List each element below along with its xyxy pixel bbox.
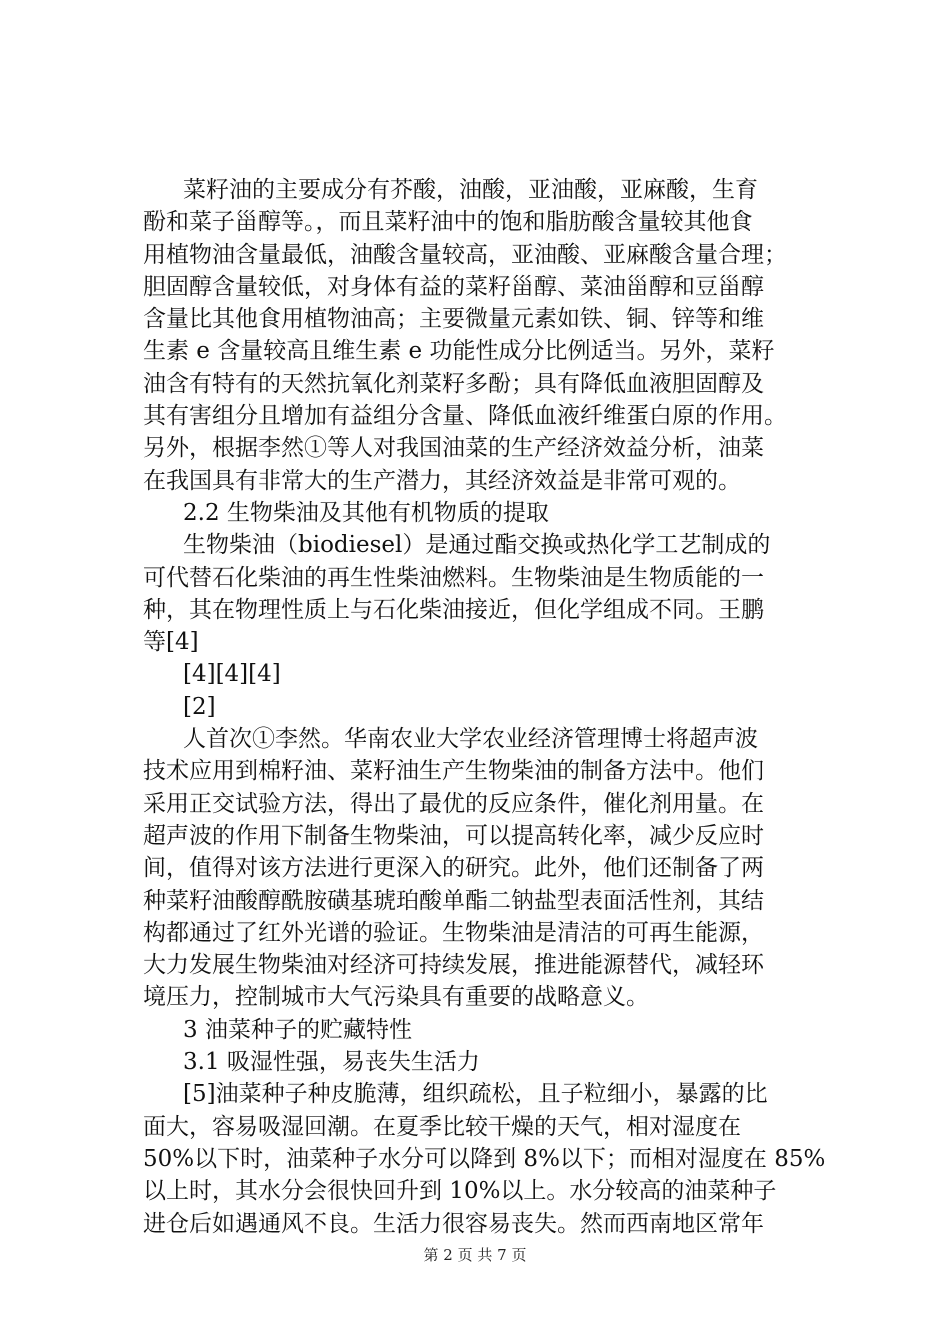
section-heading: 3.1 吸湿性强，易丧失生活力 [183,1049,480,1076]
text-line: 可代替石化柴油的再生性柴油燃料。生物柴油是生物质能的一 [143,564,764,591]
text-line: 等[4] [143,629,199,656]
text-line: 人首次①李然。华南农业大学农业经济管理博士将超声波 [183,726,758,753]
text-line: 生素 e 含量较高且维生素 e 功能性成分比例适当。另外，菜籽 [143,338,775,365]
text-line: 在我国具有非常大的生产潜力，其经济效益是非常可观的。 [143,467,741,494]
text-line: 菜籽油的主要成分有芥酸，油酸，亚油酸，亚麻酸，生育 [183,177,758,203]
text-line: 另外，根据李然①等人对我国油菜的生产经济效益分析，油菜 [143,435,764,462]
text-line: 采用正交试验方法，得出了最优的反应条件，催化剂用量。在 [143,790,764,817]
document-body [143,174,833,1240]
text-line: 胆固醇含量较低，对身体有益的菜籽甾醇、菜油甾醇和豆甾醇 [143,273,764,300]
text-line: 超声波的作用下制备生物柴油，可以提高转化率，减少反应时 [143,822,764,849]
text-line: 酚和菜子甾醇等。，而且菜籽油中的饱和脂肪酸含量较其他食 [143,209,753,236]
text-line: 以上时，其水分会很快回升到 10%以上。水分较高的油菜种子 [143,1178,777,1205]
text-line: [5]油菜种子种皮脆薄，组织疏松，且子粒细小，暴露的比 [183,1081,768,1108]
text-line: 其有害组分且增加有益组分含量、降低血液纤维蛋白原的作用。 [143,403,787,430]
text-line: 种，其在物理性质上与石化柴油接近，但化学组成不同。王鹏 [143,596,764,623]
citation-line: [4][4][4] [183,661,281,688]
section-heading: 3 油菜种子的贮藏特性 [183,1016,412,1043]
text-line: 种菜籽油酸醇酰胺磺基琥珀酸单酯二钠盐型表面活性剂，其结 [143,887,764,914]
section-heading: 2.2 生物柴油及其他有机物质的提取 [183,499,549,526]
text-line: 构都通过了红外光谱的验证。生物柴油是清洁的可再生能源， [143,919,764,946]
text-line: 境压力，控制城市大气污染具有重要的战略意义。 [143,984,649,1011]
text-line: 用植物油含量最低，油酸含量较高，亚油酸、亚麻酸含量合理； [143,241,787,268]
text-line: 50%以下时，油菜种子水分可以降到 8%以下；而相对湿度在 85% [143,1145,826,1172]
text-line: 大力发展生物柴油对经济可持续发展，推进能源替代，减轻环 [143,952,764,979]
text-line: 面大，容易吸湿回潮。在夏季比较干燥的天气，相对湿度在 [143,1113,741,1140]
citation-line: [2] [183,693,216,720]
text-line: 技术应用到棉籽油、菜籽油生产生物柴油的制备方法中。他们 [143,758,764,785]
page-footer: 第 2 页 共 7 页 [423,1246,527,1264]
text-line: 含量比其他食用植物油高；主要微量元素如铁、铜、锌等和维 [143,306,764,333]
text-line: 进仓后如遇通风不良。生活力很容易丧失。然而西南地区常年 [143,1210,764,1237]
text-line: 油含有特有的天然抗氧化剂菜籽多酚；具有降低血液胆固醇及 [143,370,764,397]
text-line: 间，值得对该方法进行更深入的研究。此外，他们还制备了两 [143,855,764,882]
text-line: 生物柴油（biodiesel）是通过酯交换或热化学工艺制成的 [183,532,771,559]
